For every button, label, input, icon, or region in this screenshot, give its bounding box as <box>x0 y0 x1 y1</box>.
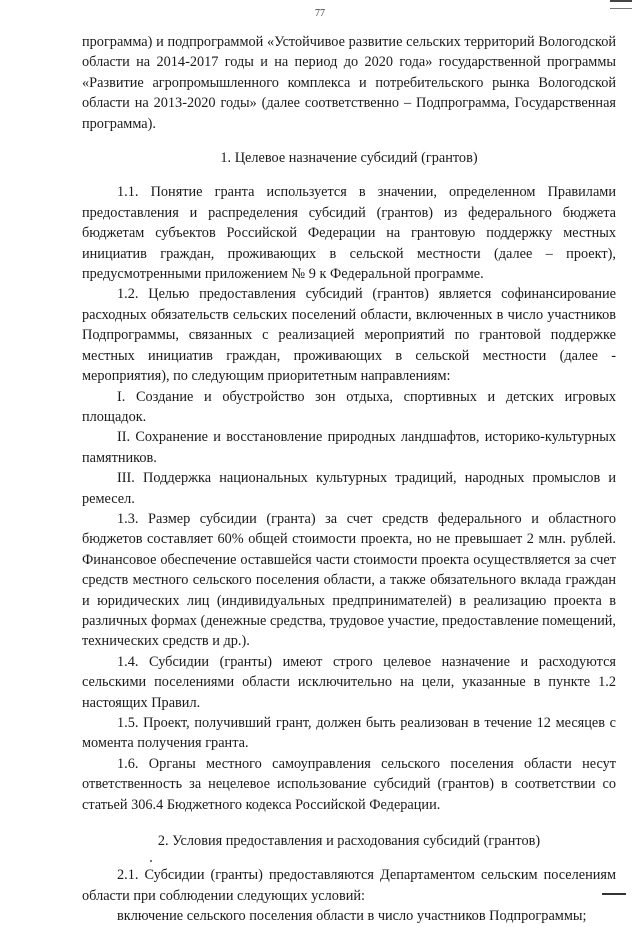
direction-3: III. Поддержка национальных культурных традиций, народных промыслов и ремесел. <box>82 470 616 507</box>
direction-2: II. Сохранение и восстановление природных ландшафтов, историко-культурных памятников. <box>82 429 616 466</box>
paragraph-2-1: 2.1. Субсидии (гранты) предоставляются Департаментом сельским поселениям области при соблюдении следующих условий: <box>82 867 616 904</box>
paragraph-1-3: 1.3. Размер субсидии (гранта) за счет средств федерального и областного бюджетов составляет 60% общей стоимости проекта, но не превышает 2 млн. рублей. Финансовое обеспечение оставшейся части стоимости проекта осуществляется за счет средств местного сельского поселения области, а также обязательного вклада граждан и юридических лиц (индивидуальных предпринимателей) в реализацию проекта в различных формах (денежные средства, трудовое участие, предоставление помещений, технических средств и др.). <box>82 510 616 650</box>
paragraph-1-4: 1.4. Субсидии (гранты) имеют строго целевое назначение и расходуются сельскими поселениями области исключительно на цели, указанные в пункте 1.2 настоящих Правил. <box>82 653 616 711</box>
section-2-heading: 2. Условия предоставления и расходования субсидий (грантов) <box>157 833 541 850</box>
scan-speck <box>150 860 152 862</box>
page-number: 77 <box>315 8 325 19</box>
intro-paragraph: программа) и подпрограммой «Устойчивое развитие сельских территорий Вологодской области на 2014-2017 годы и на период до 2020 года» государственной программы «Развитие агропромышленного комплекса и потребительского рынка Вологодской области на 2013-2020 годы» (далее соответственно – Подпрограмма, Государственная программа). <box>82 34 616 132</box>
section-1-heading: 1. Целевое назначение субсидий (грантов) <box>220 150 478 167</box>
paragraph-1-1: 1.1. Понятие гранта используется в значении, определенном Правилами предоставления и распределения субсидий (грантов) из федерального бюджета бюджетам субъектов Российской Федерации на грантовую поддержку местных инициатив граждан, проживающих в сельской местности (далее – проект), предусмотренными приложением № 9 к Федеральной программе. <box>82 184 616 283</box>
paragraph-1-2: 1.2. Целью предоставления субсидий (грантов) является софинансирование расходных обязательств сельских поселений области, включенных в число участников Подпрограммы, связанных с реализацией мероприятий по грантовой поддержке местных инициатив граждан, проживающих в сельской местности (далее - мероприятия), по следующим приоритетным направлениям: <box>82 286 616 385</box>
direction-1: I. Создание и обустройство зон отдыха, спортивных и детских игровых площадок. <box>82 388 616 425</box>
document-body <box>82 32 616 927</box>
paragraph-1-5: 1.5. Проект, получивший грант, должен быть реализован в течение 12 месяцев с момента получения гранта. <box>82 715 616 752</box>
scan-mark-bottom <box>602 893 626 899</box>
paragraph-1-6: 1.6. Органы местного самоуправления сельского поселения области несут ответственность за нецелевое использование субсидий (грантов) в соответствии со статьей 306.4 Бюджетного кодекса Российской Федерации. <box>82 755 616 813</box>
condition-item: включение сельского поселения области в число участников Подпрограммы; <box>117 908 587 925</box>
